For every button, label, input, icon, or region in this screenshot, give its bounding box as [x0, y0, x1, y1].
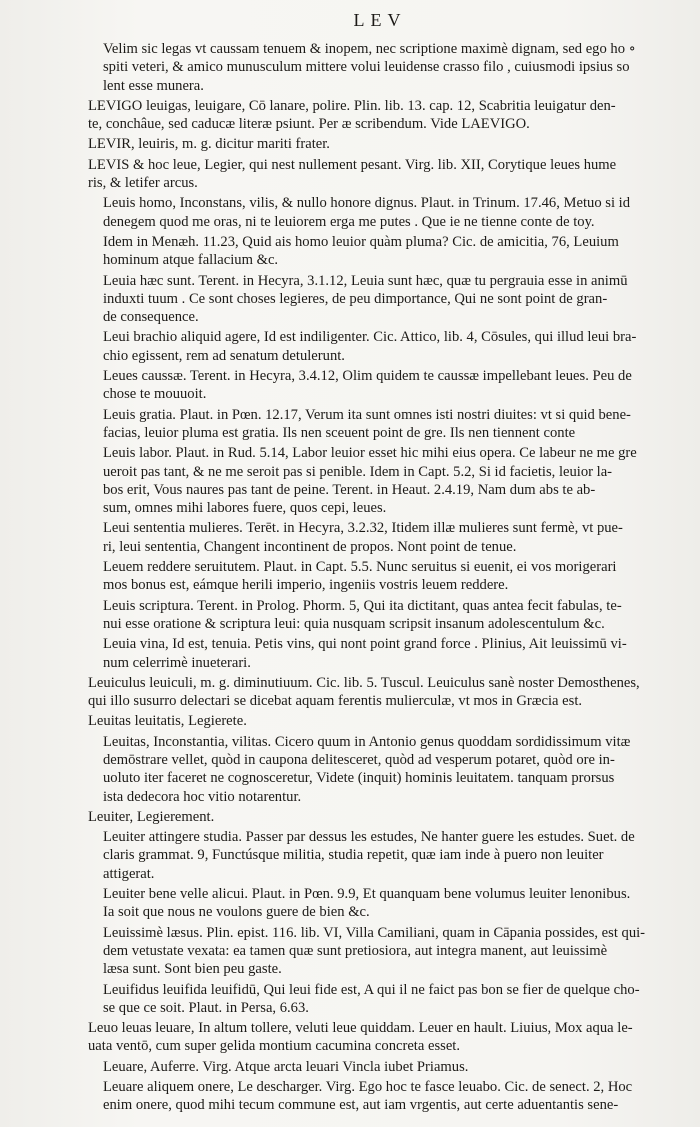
entry-line: Leuis gratia. Plaut. in Pœn. 12.17, Verum ita sunt omnes isti nostri diuites: vt si quid bene- [103, 406, 631, 423]
entry-line: Leuem reddere seruitutem. Plaut. in Capt. 5.5. Nunc seruitus si euenit, ei vos morigerari [103, 559, 617, 576]
entry-line: Leues caussæ. Terent. in Hecyra, 3.4.12, Olim quidem te caussæ impellebant leues. Peu de [103, 368, 632, 385]
entry-line: uata ventō, cum super gelida montium cacumina concreta esset. [88, 1038, 461, 1055]
entry-line: Leuissimè læsus. Plin. epist. 116. lib. VI, Villa Camiliani, quam in Cāpania possides, est qui- [103, 924, 646, 941]
entry-line: spiti veteri, & amico munusculum mittere volui leuidense crasso filo , cuiusmodi ipsius so [103, 59, 630, 76]
entry-line: Idem in Menæh. 11.23, Quid ais homo leuior quàm pluma? Cic. de amicitia, 76, Leuium [103, 233, 619, 250]
entry-line: sum, omnes mihi labores fuere, quos cepi, leues. [103, 500, 387, 517]
dictionary-entry [88, 597, 648, 634]
dictionary-entry [88, 156, 648, 193]
entry-line: Leuitas leuitatis, Legierete. [88, 713, 247, 730]
entry-line: LEVIS & hoc leue, Legier, qui nest nullement pesant. Virg. lib. XII, Corytique leues hume [88, 156, 617, 173]
entry-line: qui illo susurro delectari se dicebat aquam ferentis mulierculæ, vt mos in Græcia est. [88, 693, 583, 710]
entry-line: Leuis scriptura. Terent. in Prolog. Phorm. 5, Qui ita dictitant, quas antea fecit fabulas, te- [103, 597, 622, 614]
entry-line: Leuiculus leuiculi, m. g. diminutiuum. Cic. lib. 5. Tuscul. Leuiculus sanè noster Demosthenes, [88, 674, 640, 691]
entry-line: attigerat. [103, 865, 155, 882]
entry-line: chio egissent, rem ad senatum detulerunt. [103, 347, 345, 364]
dictionary-entry [88, 233, 648, 270]
entry-line: ueroit pas tant, & ne me seroit pas si penible. Idem in Capt. 5.2, Si id facietis, leuior la- [103, 463, 613, 480]
entry-line: de consequence. [103, 309, 199, 326]
entry-line: Leuare, Auferre. Virg. Atque arcta leuari Vincla iubet Priamus. [103, 1058, 469, 1075]
dictionary-entry [88, 444, 648, 517]
entry-line: Leui sententia mulieres. Terēt. in Hecyra, 3.2.32, Itidem illæ mulieres sunt fermè, vt pue- [103, 520, 623, 537]
dictionary-entry [88, 1078, 648, 1115]
entry-line: bos erit, Vous naures pas tant de peine. Terent. in Heaut. 2.4.19, Nam dum abs te ab- [103, 481, 596, 498]
dictionary-entry [88, 97, 648, 134]
entry-line: num celerrimè inueterari. [103, 654, 251, 671]
dictionary-entry [88, 272, 648, 327]
entry-line: Leuo leuas leuare, In altum tollere, veluti leue quiddam. Leuer en hault. Liuius, Mox aqua le- [88, 1020, 633, 1037]
entry-line: LEVIR, leuiris, m. g. dicitur mariti frater. [88, 136, 330, 153]
entry-line: se que ce soit. Plaut. in Persa, 6.63. [103, 999, 309, 1016]
entry-line: ri, leui sententia, Changent incontinent de propos. Nont point de tenue. [103, 538, 517, 555]
entry-line: mos bonus est, eámque herili imperio, ingeniis vostris leuem reddere. [103, 577, 509, 594]
dictionary-entry [88, 712, 648, 730]
entry-line: Ia soit que nous ne voulons guere de bien &c. [103, 904, 370, 921]
dictionary-entry [88, 194, 648, 231]
dictionary-entry [88, 828, 648, 883]
entry-line: induxti tuum . Ce sont choses legieres, de peu dimportance, Qui ne sont point de gran- [103, 290, 608, 307]
dictionary-entry [88, 924, 648, 979]
dictionary-entry [88, 1058, 648, 1076]
dictionary-entry [88, 328, 648, 365]
entry-line: Leuare aliquem onere, Le descharger. Virg. Ego hoc te fasce leuabo. Cic. de senect. 2, Hoc [103, 1079, 633, 1096]
dictionary-entry [88, 733, 648, 806]
entry-line: LEVIGO leuigas, leuigare, Cō lanare, polire. Plin. lib. 13. cap. 12, Scabritia leuigatur den- [88, 97, 616, 114]
dictionary-entry [88, 981, 648, 1018]
dictionary-entry [88, 406, 648, 443]
dictionary-entry [88, 519, 648, 556]
dictionary-entry [88, 808, 648, 826]
entry-line: uoluto iter faceret ne cognosceretur, Videte (inquit) hominis leuitatem. tanquam prorsus [103, 770, 615, 787]
dictionary-entry [88, 558, 648, 595]
entry-line: enim onere, quod mihi tecum commune est, aut iam vrgentis, aut certe aduentantis sene- [103, 1097, 619, 1114]
entry-line: Leuis homo, Inconstans, vilis, & nullo honore dignus. Plaut. in Trinum. 17.46, Metuo si id [103, 195, 631, 212]
dictionary-entry [88, 1019, 648, 1056]
entry-line: claris grammat. 9, Functúsque militia, studia repetit, quæ iam inde à puero non leuiter [103, 847, 604, 864]
entry-line: hominum atque fallacium &c. [103, 252, 279, 269]
entry-line: Leuiter bene velle alicui. Plaut. in Pœn. 9.9, Et quanquam bene volumus leuiter lenonibus. [103, 886, 631, 903]
entry-line: Leuiter attingere studia. Passer par dessus les estudes, Ne hanter guere les estudes. Suet. de [103, 829, 635, 846]
dictionary-entries [88, 38, 648, 1115]
dictionary-entry [88, 885, 648, 922]
entry-line: denegem quod me oras, ni te leuiorem erga me putes . Que ie ne tienne conte de toy. [103, 213, 595, 230]
entry-line: Leuitas, Inconstantia, vilitas. Cicero quum in Antonio genus quoddam sordidissimum vitæ [103, 733, 631, 750]
entry-line: dem vetustate vexata: ea tamen quæ sunt pretiosiora, aut integra manent, aut leuissimè [103, 942, 608, 959]
entry-line: nui esse oratione & scriptura leui: quia nusquam scripsit insanum adolescentulum &c. [103, 615, 605, 632]
dictionary-entry [88, 635, 648, 672]
entry-line: demōstrare vellet, quòd in caupona delitesceret, quòd ad vesperum potaret, quòd ore in- [103, 751, 615, 768]
entry-line: te, conchâue, sed caducæ literæ psiunt. Per æ scribendum. Vide LAEVIGO. [88, 116, 530, 133]
dictionary-entry [88, 40, 648, 95]
dictionary-entry [88, 674, 648, 711]
entry-line: Leuiter, Legierement. [88, 808, 215, 825]
entry-line: ista dedecora hoc vitio notarentur. [103, 788, 302, 805]
entry-line: Leuia hæc sunt. Terent. in Hecyra, 3.1.12, Leuia sunt hæc, quæ tu pergrauia esse in animū [103, 272, 628, 289]
running-head: LEV [353, 10, 407, 30]
entry-line: Leuifidus leuifida leuifidū, Qui leui fide est, A qui il ne faict pas bon se fier de quelque cho- [103, 981, 640, 998]
dictionary-entry [88, 135, 648, 153]
entry-line: Leuis labor. Plaut. in Rud. 5.14, Labor leuior esset hic mihi eius opera. Ce labeur ne me gre [103, 445, 637, 462]
entry-line: ris, & letifer arcus. [88, 175, 198, 192]
entry-line: Leui brachio aliquid agere, Id est indiligenter. Cic. Attico, lib. 4, Cōsules, qui illud leui bra- [103, 329, 637, 346]
entry-line: Velim sic legas vt caussam tenuem & inopem, nec scriptione maximè dignam, sed ego ho ∘ [103, 41, 636, 57]
entry-line: lent esse munera. [103, 77, 204, 94]
entry-line: facias, leuior pluma est gratia. Ils nen sceuent point de gre. Ils nen tiennent conte [103, 424, 576, 441]
entry-line: chose te mouuoit. [103, 386, 207, 403]
entry-line: Leuia vina, Id est, tenuia. Petis vins, qui nont point grand force . Plinius, Ait leuissimū vi- [103, 636, 627, 653]
dictionary-entry [88, 367, 648, 404]
entry-line: læsa sunt. Sont bien peu gaste. [103, 961, 282, 978]
